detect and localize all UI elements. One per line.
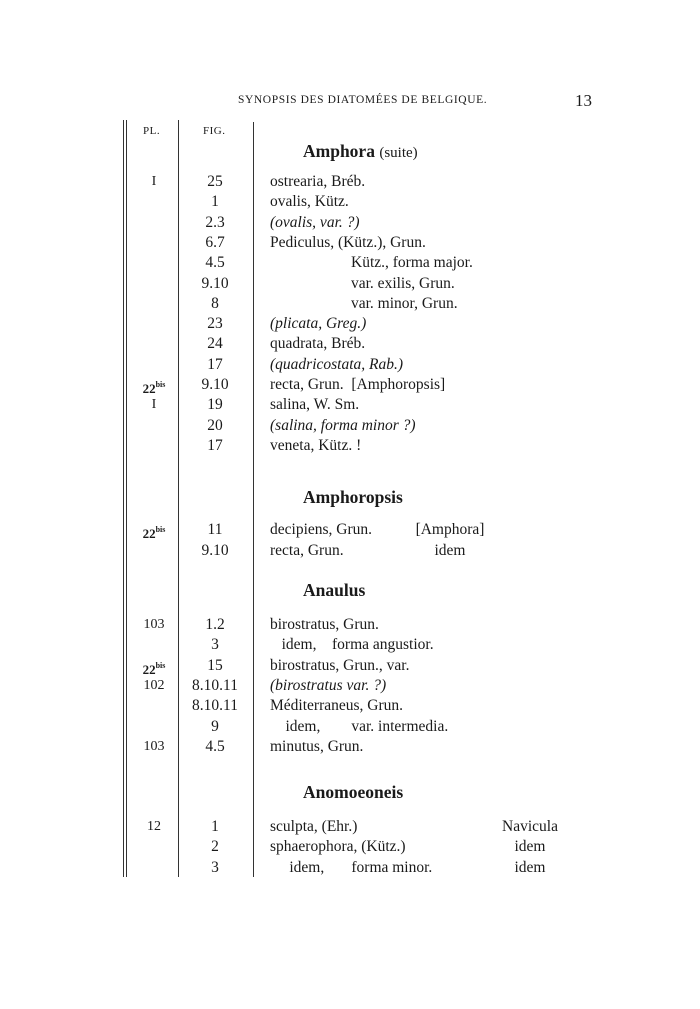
- figure-number: 23: [207, 315, 223, 333]
- synonym-genus: idem: [434, 542, 466, 559]
- species-name: idem, forma minor.: [270, 858, 433, 876]
- plate-number: [130, 519, 178, 544]
- plate-superscript: bis: [155, 525, 166, 534]
- species-name: (quadricostata, Rab.): [270, 355, 404, 373]
- plate-number: [130, 675, 178, 696]
- running-head: SYNOPSIS DES DIATOMÉES DE BELGIQUE.: [238, 94, 488, 106]
- figure-number: 9.10: [201, 542, 229, 559]
- species-name: sphaerophora, (Kütz.): [270, 838, 406, 856]
- left-double-rule-b: [126, 120, 127, 877]
- plate-number-value: 103: [143, 738, 165, 754]
- species-name: ovalis, Kütz.: [270, 193, 349, 211]
- column-header-pl: PL.: [143, 125, 161, 137]
- figure-number: 17: [207, 436, 223, 454]
- plate-number-value: 102: [143, 677, 165, 693]
- figure-number: 25: [207, 173, 223, 190]
- column-header-fig: FIG.: [203, 125, 226, 137]
- section-title: [303, 782, 403, 803]
- figure-number: 8: [211, 294, 219, 312]
- plate-number: [130, 614, 178, 635]
- figure-number: 2: [211, 838, 219, 856]
- figure-number: 2.3: [205, 213, 225, 231]
- species-name: recta, Grun. [Amphoropsis]: [270, 376, 446, 393]
- synonym-genus: Navicula: [502, 818, 558, 835]
- species-name: veneta, Kütz. !: [270, 436, 362, 454]
- page-number: 13: [575, 91, 592, 110]
- species-name: decipiens, Grun.: [270, 521, 373, 538]
- plate-number: [130, 736, 178, 757]
- figure-number: 20: [207, 416, 223, 434]
- section-title: [303, 141, 418, 162]
- species-name: minutus, Grun.: [270, 737, 364, 755]
- species-name: idem, var. intermedia.: [270, 717, 449, 735]
- figure-number: 3: [211, 858, 219, 876]
- plate-number: [130, 394, 178, 415]
- plate-number: [130, 816, 178, 837]
- species-name: Kütz., forma major.: [351, 254, 473, 272]
- species-name: birostratus, Grun., var.: [270, 656, 410, 674]
- plate-superscript: bis: [155, 380, 166, 389]
- synonym-genus: idem: [514, 838, 546, 856]
- species-name: sculpta, (Ehr.): [270, 818, 358, 835]
- plate-number-value: 12: [147, 819, 161, 834]
- figure-number: 8.10.11: [192, 676, 238, 694]
- synonym-genus: [Amphora]: [415, 521, 485, 538]
- species-name: idem, forma angustior.: [270, 636, 434, 654]
- left-double-rule-a: [123, 120, 124, 877]
- figure-number: 19: [207, 396, 223, 414]
- figure-number: 6.7: [205, 233, 225, 251]
- figure-number: 3: [211, 636, 219, 654]
- title-suffix: (suite): [379, 145, 418, 161]
- figure-number: 1: [211, 193, 219, 211]
- species-name: salina, W. Sm.: [270, 396, 360, 414]
- figure-number: 1.2: [205, 616, 225, 633]
- species-name: (ovalis, var. ?): [270, 213, 360, 231]
- figure-number: 17: [207, 355, 223, 373]
- species-name: ostrearia, Bréb.: [270, 173, 366, 190]
- figure-number: 4.5: [205, 254, 225, 272]
- plate-number-value: 22: [142, 526, 156, 541]
- species-name: var. exilis, Grun.: [351, 274, 455, 292]
- synonym-genus: idem: [514, 858, 546, 876]
- figure-number: 8.10.11: [192, 697, 238, 715]
- fig-text-divider: [253, 122, 254, 877]
- species-name: recta, Grun.: [270, 542, 344, 559]
- pl-fig-divider: [178, 120, 179, 877]
- figure-number: 9.10: [201, 274, 229, 292]
- genus-name: Amphoropsis: [303, 487, 403, 507]
- section-title: [303, 487, 403, 508]
- plate-number: [130, 171, 178, 192]
- genus-name: Amphora: [303, 141, 375, 161]
- plate-number-value: I: [151, 397, 157, 413]
- figure-number: 9: [211, 717, 219, 735]
- figure-number: 15: [207, 656, 223, 674]
- species-name: Méditerraneus, Grun.: [270, 697, 403, 715]
- figure-number: 1: [211, 818, 219, 835]
- species-name: (salina, forma minor ?): [270, 416, 416, 434]
- species-name: Pediculus, (Kütz.), Grun.: [270, 233, 426, 251]
- figure-number: 4.5: [205, 737, 225, 755]
- species-name: quadrata, Bréb.: [270, 335, 366, 353]
- plate-number-value: 103: [143, 617, 165, 632]
- figure-number: 9.10: [201, 376, 229, 393]
- genus-name: Anomoeoneis: [303, 782, 404, 802]
- species-name: (birostratus var. ?): [270, 676, 387, 694]
- plate-number-value: I: [151, 174, 157, 189]
- species-name: (plicata, Greg.): [270, 315, 367, 333]
- species-name: birostratus, Grun.: [270, 616, 379, 633]
- section-title: [303, 580, 365, 601]
- figure-number: 24: [207, 335, 223, 353]
- plate-superscript: bis: [155, 660, 166, 670]
- species-name: var. minor, Grun.: [351, 294, 458, 312]
- plate-number-value: 22: [142, 381, 156, 396]
- figure-number: 11: [207, 521, 223, 538]
- plate-number-value: 22: [142, 661, 156, 677]
- genus-name: Anaulus: [303, 580, 366, 600]
